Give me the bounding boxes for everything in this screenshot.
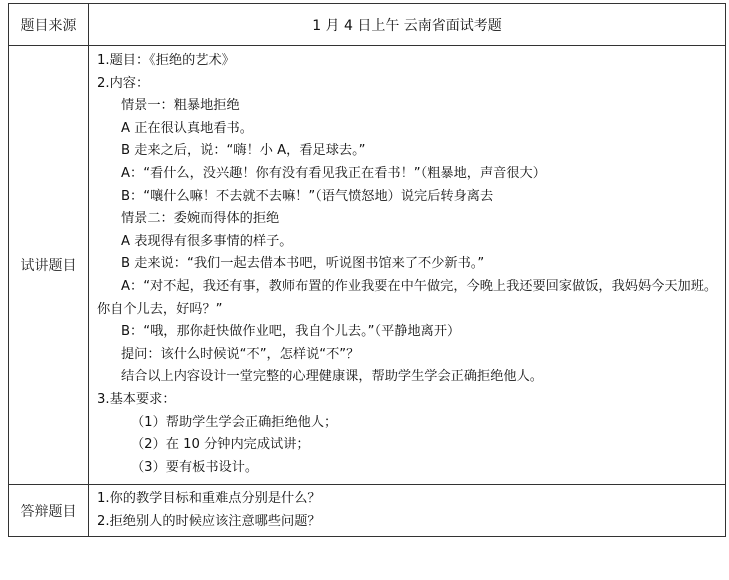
lecture-content-heading: 2.内容：: [97, 75, 150, 91]
scene-one-line: B 走来之后，说：“嗨！小 A，看足球去。”: [121, 143, 366, 159]
defense-question: 2.拒绝别人的时候应该注意哪些问题？: [97, 514, 321, 530]
scene-two-line: B：“哦，那你赶快做作业吧，我自个儿去。”（平静地离开）: [121, 324, 461, 340]
defense-label: 答辩题目: [9, 485, 89, 537]
exam-source-title: 1 月 4 日上午 云南省面试考题: [89, 4, 726, 46]
defense-content: [89, 485, 726, 537]
source-label: 题目来源: [9, 4, 89, 46]
scene-two-line: B 走来说：“我们一起去借本书吧，听说图书馆来了不少新书。”: [121, 256, 485, 272]
requirements-heading: 3.基本要求：: [97, 391, 176, 407]
scene-one-line: A：“看什么，没兴趣！你有没有看见我正在看书！”（粗暴地，声音很大）: [121, 165, 546, 181]
lecture-content: [89, 46, 726, 485]
exam-table: [8, 3, 726, 537]
question-line: 提问：该什么时候说“不”，怎样说“不”？: [121, 346, 360, 362]
scene-one-heading: 情景一：粗暴地拒绝: [121, 98, 240, 114]
defense-row: [9, 485, 726, 537]
task-line: 结合以上内容设计一堂完整的心理健康课，帮助学生学会正确拒绝他人。: [121, 369, 543, 385]
scene-one-line: B：“嚷什么嘛！不去就不去嘛！”（语气愤怒地）说完后转身离去: [121, 188, 494, 204]
requirement-item: （1）帮助学生学会正确拒绝他人；: [131, 414, 338, 430]
lecture-topic-line: 1.题目：《拒绝的艺术》: [97, 53, 235, 68]
lecture-row: [9, 46, 726, 485]
scene-two-line: A：“对不起，我还有事，教师布置的作业我要在中午做完，今晚上我还要回家做饭，我妈妈今天加班。你自个儿去，好吗？”: [97, 278, 718, 317]
scene-two-line: A 表现得有很多事情的样子。: [121, 233, 293, 249]
lecture-label: 试讲题目: [9, 46, 89, 485]
defense-question: 1.你的教学目标和重难点分别是什么？: [97, 491, 321, 507]
scene-one-line: A 正在很认真地看书。: [121, 120, 253, 136]
scene-two-heading: 情景二：委婉而得体的拒绝: [121, 211, 280, 227]
requirement-item: （3）要有板书设计。: [131, 459, 259, 475]
source-row: [9, 4, 726, 46]
requirement-item: （2）在 10 分钟内完成试讲；: [131, 437, 310, 453]
